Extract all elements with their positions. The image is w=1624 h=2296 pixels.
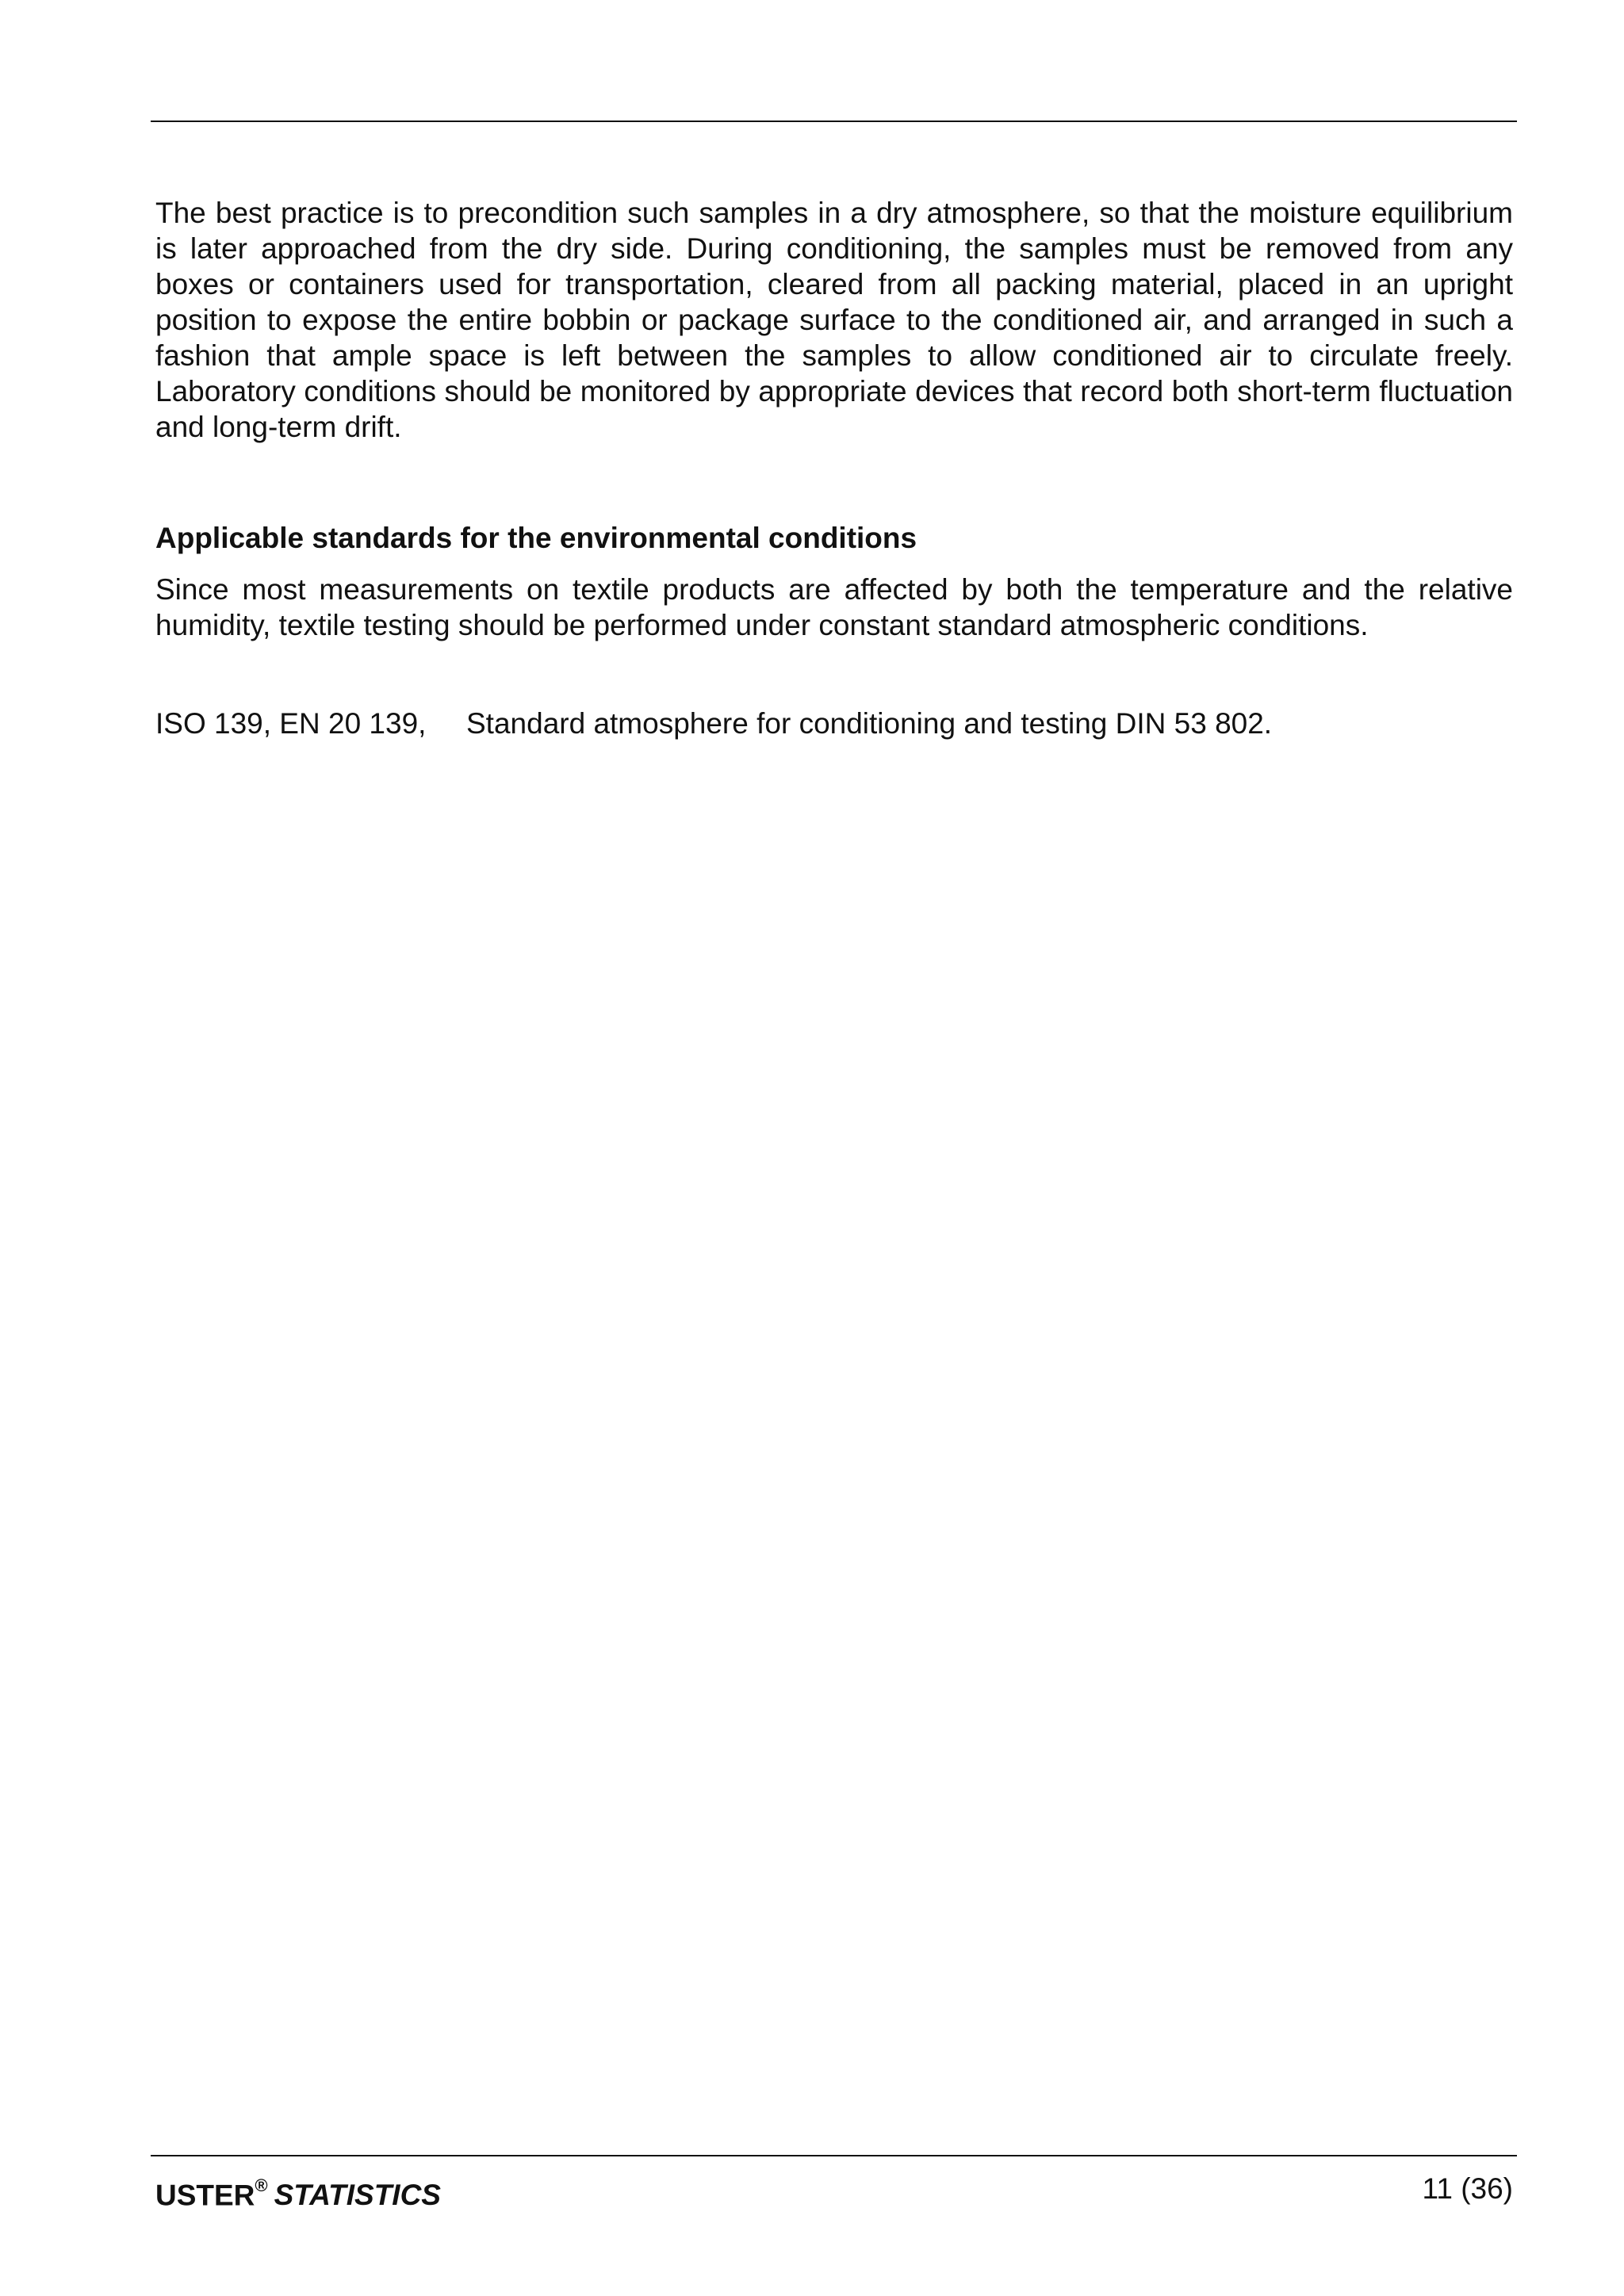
standard-reference-line: [155, 706, 1513, 741]
footer-brand: [155, 2171, 441, 2213]
registered-mark: ®: [255, 2175, 268, 2195]
brand-name: USTER: [155, 2179, 255, 2212]
standard-reference-codes: ISO 139, EN 20 139,: [155, 707, 427, 740]
paragraph-preconditioning: The best practice is to precondition such samples in a dry atmosphere, so that the moisture equilibrium is later approached from the dry side. During conditioning, the samples must be removed from any boxes or containers used for transportation, cleared from all packing material, placed in an upright position to expose the entire bobbin or package surface to the conditioned air, and arranged in such a fashion that ample space is left between the samples to allow conditioned air to circulate freely. Laboratory conditions should be monitored by appropriate devices that record both short-term fluctuation and long-term drift.: [155, 197, 1513, 443]
brand-suffix: STATISTICS: [274, 2179, 441, 2212]
section-heading-standards: Applicable standards for the environmental conditions: [155, 522, 917, 554]
page-body: [155, 195, 1513, 740]
footer-rule: [151, 2155, 1517, 2156]
paragraph-standards: Since most measurements on textile products are affected by both the temperature and the relative humidity, textile testing should be performed under constant standard atmospheric conditions.: [155, 573, 1513, 641]
page-number: 11 (36): [1422, 2172, 1513, 2205]
header-rule: [151, 121, 1517, 122]
standard-reference-description: Standard atmosphere for conditioning and testing DIN 53 802.: [466, 707, 1273, 740]
